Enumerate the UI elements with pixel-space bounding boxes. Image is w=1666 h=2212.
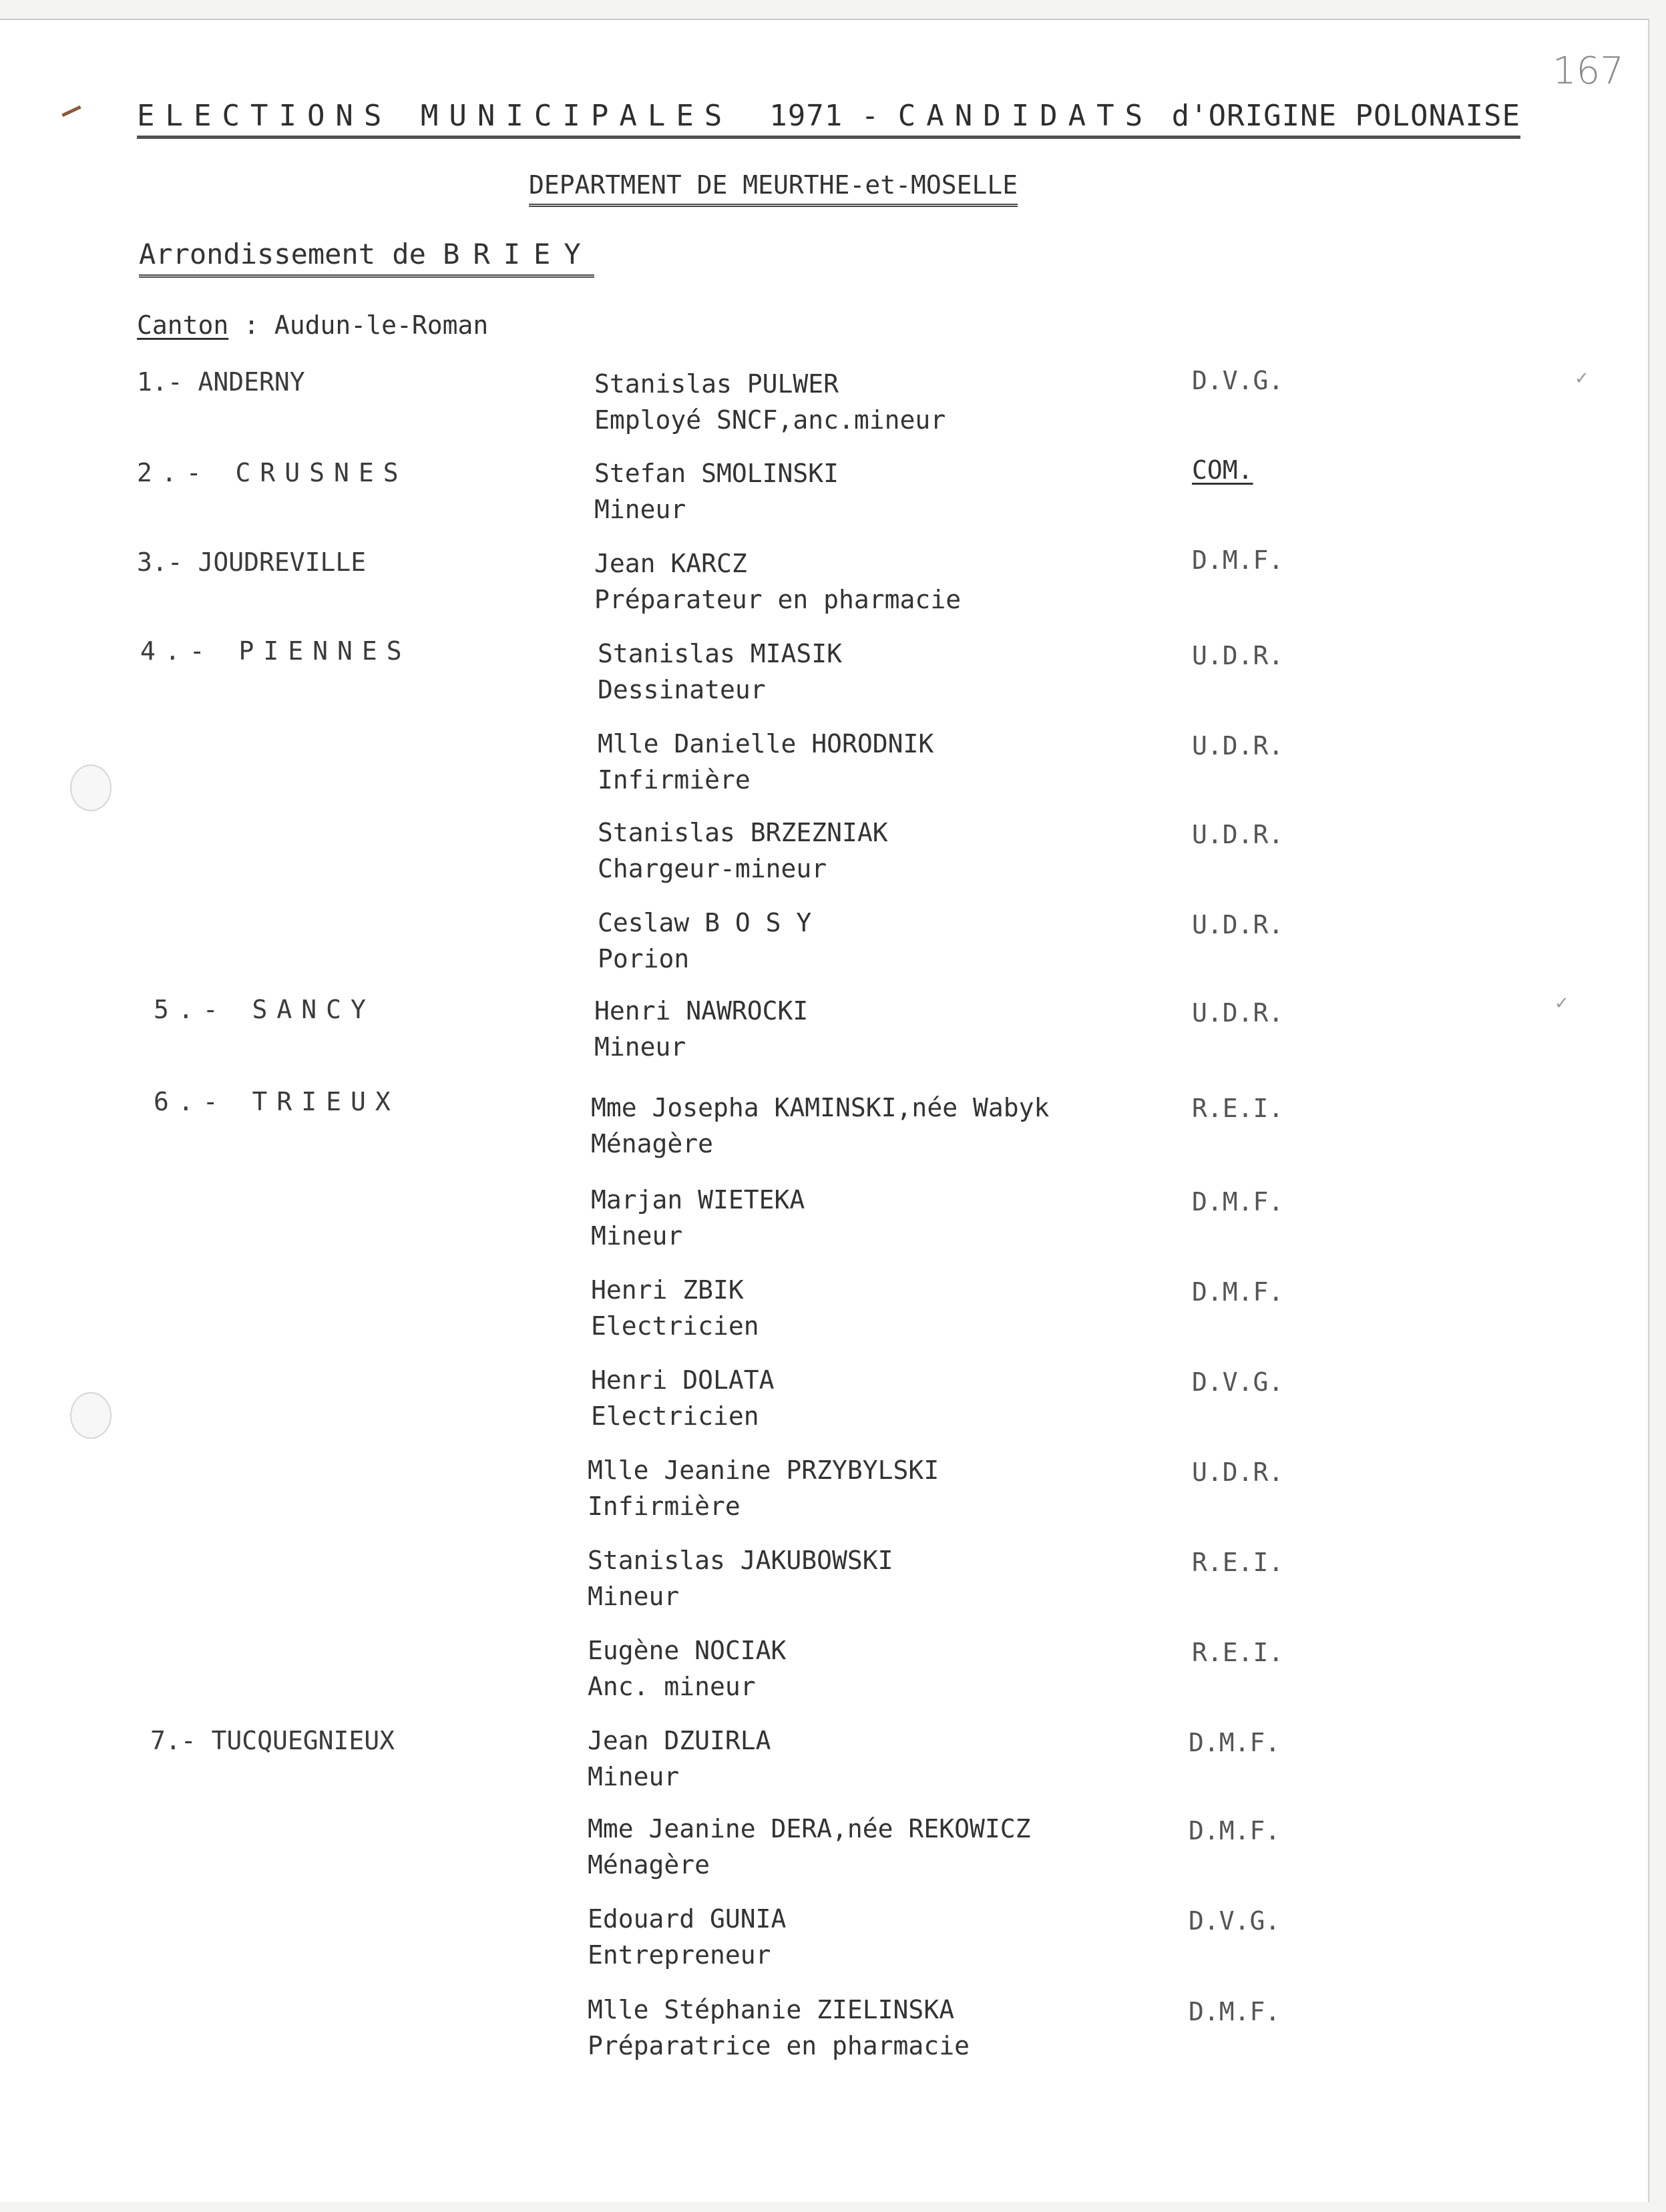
candidate-entry: [598, 905, 811, 977]
candidate-name: Jean KARCZ: [594, 549, 747, 578]
candidate-entry: [594, 545, 961, 618]
party-label: D.V.G.: [1189, 1906, 1281, 1936]
title-part2: CANDIDATS: [897, 99, 1154, 133]
candidate-name: Henri DOLATA: [591, 1365, 775, 1395]
candidate-entry: [591, 1362, 775, 1434]
candidate-occupation: Préparateur en pharmacie: [594, 585, 962, 614]
title-year: 1971 -: [769, 99, 880, 133]
commune-7: 7.- TUCQUEGNIEUX: [150, 1726, 395, 1755]
page-title: [137, 99, 1520, 139]
candidate-name: Henri NAWROCKI: [594, 996, 809, 1026]
candidate-occupation: Employé SNCF,anc.mineur: [594, 405, 946, 435]
canton-separator: :: [228, 310, 274, 340]
candidate-entry: [591, 1272, 759, 1344]
party-label: R.E.I.: [1192, 1094, 1284, 1123]
candidate-occupation: Infirmière: [598, 765, 751, 795]
candidate-occupation: Mineur: [594, 495, 686, 524]
candidate-occupation: Dessinateur: [598, 675, 766, 704]
candidate-entry: [594, 366, 946, 438]
canton-line: [137, 310, 488, 340]
punch-hole: [70, 764, 112, 811]
commune-2: 2.- CRUSNES: [137, 458, 408, 487]
arrondissement-name: BRIEY: [443, 238, 594, 270]
party-label: D.V.G.: [1192, 1367, 1284, 1397]
arrondissement-heading: [139, 238, 594, 278]
candidate-entry: [588, 1811, 1030, 1883]
party-label: D.M.F.: [1192, 1277, 1284, 1307]
candidate-entry: [588, 1452, 939, 1524]
check-mark-icon: ✓: [1554, 993, 1569, 1014]
candidate-name: Ceslaw B O S Y: [598, 908, 812, 937]
candidate-occupation: Electricien: [591, 1401, 759, 1431]
candidate-entry: [588, 1992, 970, 2064]
candidate-occupation: Mineur: [591, 1221, 683, 1251]
arrondissement-label: Arrondissement de: [139, 238, 426, 270]
candidate-occupation: Ménagère: [588, 1850, 710, 1879]
party-label: U.D.R.: [1192, 1458, 1284, 1487]
candidate-entry: [598, 636, 842, 708]
candidate-occupation: Mineur: [588, 1762, 680, 1791]
candidate-name: Stefan SMOLINSKI: [594, 459, 839, 488]
candidate-name: Mme Jeanine DERA,née REKOWICZ: [588, 1814, 1031, 1843]
candidate-name: Jean DZUIRLA: [588, 1726, 771, 1755]
party-label: U.D.R.: [1192, 998, 1284, 1028]
party-label: U.D.R.: [1192, 820, 1284, 849]
candidate-occupation: Anc. mineur: [588, 1672, 756, 1701]
commune-1: 1.- ANDERNY: [137, 367, 305, 397]
party-label: COM.: [1192, 455, 1253, 485]
punch-hole: [70, 1392, 112, 1439]
candidate-name: Mme Josepha KAMINSKI,née Wabyk: [591, 1093, 1050, 1122]
candidate-entry: [598, 726, 933, 798]
candidate-name: Stanislas MIASIK: [598, 639, 843, 668]
party-label: U.D.R.: [1192, 910, 1284, 939]
party-label: R.E.I.: [1192, 1638, 1284, 1667]
candidate-occupation: Ménagère: [591, 1129, 714, 1158]
candidate-occupation: Mineur: [588, 1582, 680, 1611]
candidate-name: Eugène NOCIAK: [588, 1636, 787, 1665]
candidate-name: Stanislas JAKUBOWSKI: [588, 1546, 893, 1575]
candidate-entry: [588, 1901, 786, 1973]
title-part3: d'ORIGINE POLONAISE: [1171, 99, 1520, 133]
candidate-occupation: Préparatrice en pharmacie: [588, 2031, 970, 2060]
candidate-occupation: Chargeur-mineur: [598, 854, 827, 883]
candidate-entry: [588, 1723, 771, 1795]
candidate-entry: [588, 1632, 786, 1705]
candidate-entry: [591, 1090, 1049, 1162]
commune-5: 5.- SANCY: [154, 995, 375, 1024]
candidate-entry: [594, 455, 839, 527]
candidate-name: Mlle Danielle HORODNIK: [598, 729, 934, 758]
party-label: D.M.F.: [1192, 1187, 1284, 1216]
candidate-name: Edouard GUNIA: [588, 1904, 787, 1934]
commune-6: 6.- TRIEUX: [154, 1087, 400, 1116]
candidate-occupation: Electricien: [591, 1311, 759, 1341]
candidate-name: Mlle Stéphanie ZIELINSKA: [588, 1995, 955, 2024]
check-mark-icon: ✓: [1575, 369, 1589, 389]
candidate-entry: [598, 815, 888, 887]
party-label: D.M.F.: [1192, 545, 1284, 575]
candidate-occupation: Infirmière: [588, 1492, 741, 1521]
candidate-name: Marjan WIETEKA: [591, 1185, 805, 1214]
party-label: D.M.F.: [1189, 1728, 1281, 1757]
commune-4: 4.- PIENNES: [140, 636, 411, 666]
party-label: D.M.F.: [1189, 1997, 1281, 2026]
candidate-name: Mlle Jeanine PRZYBYLSKI: [588, 1456, 940, 1485]
commune-3: 3.- JOUDREVILLE: [137, 547, 367, 577]
candidate-occupation: Entrepreneur: [588, 1940, 771, 1970]
party-label: U.D.R.: [1192, 731, 1284, 760]
candidate-occupation: Porion: [598, 944, 690, 973]
candidate-name: Henri ZBIK: [591, 1275, 744, 1305]
folio-number: 167: [1552, 49, 1624, 93]
candidate-occupation: Mineur: [594, 1032, 686, 1062]
title-part1: ELECTIONS MUNICIPALES: [137, 99, 733, 133]
candidate-name: Stanislas PULWER: [594, 369, 839, 399]
department-heading: DEPARTMENT DE MEURTHE-et-MOSELLE: [529, 170, 1018, 207]
candidate-entry: [594, 993, 808, 1065]
party-label: D.V.G.: [1192, 366, 1284, 395]
party-label: R.E.I.: [1192, 1548, 1284, 1577]
party-label: D.M.F.: [1189, 1816, 1281, 1845]
canton-label: Canton: [137, 310, 229, 340]
party-label: U.D.R.: [1192, 641, 1284, 670]
candidate-name: Stanislas BRZEZNIAK: [598, 818, 888, 847]
canton-name: Audun-le-Roman: [274, 310, 489, 340]
candidate-entry: [591, 1182, 805, 1254]
candidate-entry: [588, 1542, 893, 1614]
